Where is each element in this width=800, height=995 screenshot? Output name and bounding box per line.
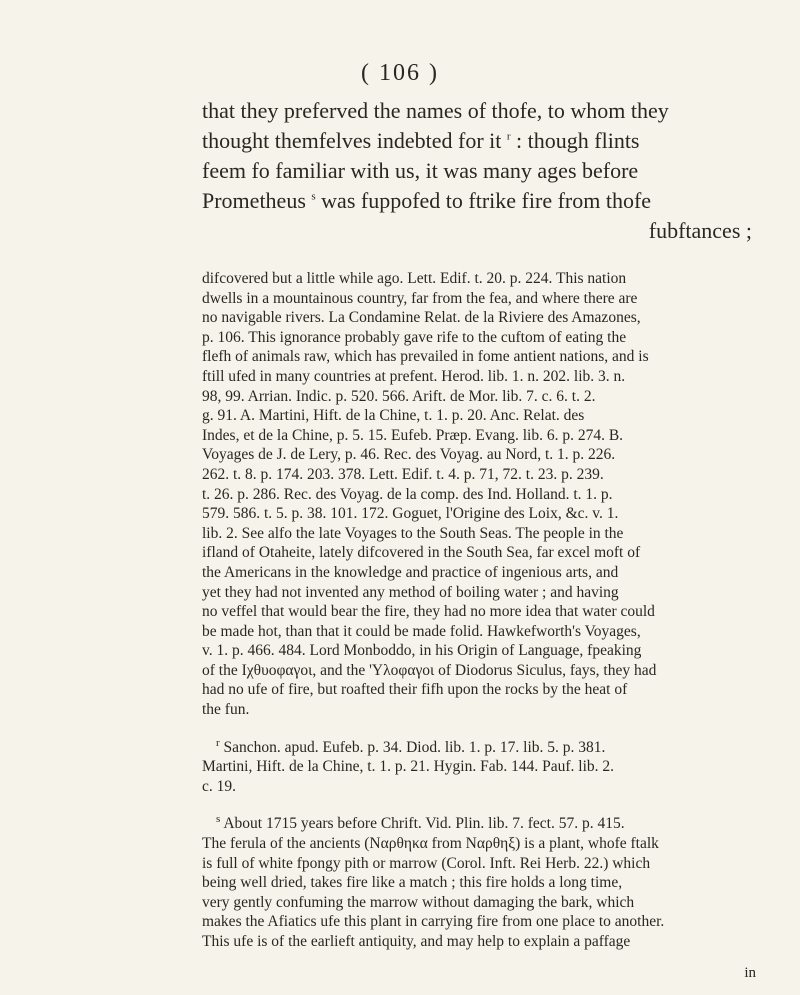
footnote-r-line-1 <box>202 738 758 758</box>
main-line-1: that they preferved the names of thofe, to whom they <box>202 98 669 123</box>
footnote-s-line: This ufe is of the earlieft antiquity, and may help to explain a paffage <box>202 933 631 950</box>
main-line-2-tail: : though flints <box>510 128 640 153</box>
note-line: no veffel that would bear the fire, they had no more idea that water could <box>202 603 655 621</box>
footnote-s-line: The ferula of the ancients (Ναρθηκα from Ναρθηξ) is a plant, whofe ftalk <box>202 835 659 853</box>
footnote-spacer <box>202 796 758 814</box>
note-line: 98, 99. Arrian. Indic. p. 520. 566. Arift. de Mor. lib. 7. c. 6. t. 2. <box>202 387 596 405</box>
footnote-s-line: very gently confuming the marrow without damaging the bark, which <box>202 893 635 911</box>
footnote-r-line: c. 19. <box>202 777 237 795</box>
footnote-ref-r: r <box>506 130 511 143</box>
main-line-5: fubftances ; <box>648 218 752 243</box>
note-line: g. 91. A. Martini, Hift. de la Chine, t. 1. p. 20. Anc. Relat. des <box>202 407 585 425</box>
main-line-4-text: Prometheus <box>202 188 306 213</box>
main-line-3: feem fo familiar with us, it was many ages before <box>202 158 639 183</box>
footnote-r-line: Martini, Hift. de la Chine, t. 1. p. 21. Hygin. Fab. 144. Pauf. lib. 2. <box>202 758 615 776</box>
note-line: the Americans in the knowledge and practice of ingenious arts, and <box>202 563 619 581</box>
footnote-s-line: is full of white fpongy pith or marrow (Corol. Inft. Rei Herb. 22.) which <box>202 854 651 872</box>
footnote-s-line-1 <box>202 814 758 834</box>
note-line: t. 26. p. 286. Rec. des Voyag. de la comp. des Ind. Holland. t. 1. p. <box>202 485 613 503</box>
note-line: 262. t. 8. p. 174. 203. 378. Lett. Edif. t. 4. p. 71, 72. t. 23. p. 239. <box>202 465 604 483</box>
page-number-header: ( 106 ) <box>361 60 439 86</box>
note-line: p. 106. This ignorance probably gave rife to the cuftom of eating the <box>202 328 627 346</box>
note-line: be made hot, than that it could be made folid. Hawkefworth's Voyages, <box>202 622 641 640</box>
footnote-ref-s: s <box>311 190 316 203</box>
note-line: the fun. <box>202 701 250 719</box>
note-line: lib. 2. See alfo the late Voyages to the South Seas. The people in the <box>202 524 624 542</box>
footnote-r-mark: r <box>216 737 220 749</box>
note-line: Indes, et de la Chine, p. 5. 15. Eufeb. Præp. Evang. lib. 6. p. 274. B. <box>202 426 624 444</box>
main-text-block <box>202 96 752 246</box>
catchword: in <box>744 965 756 981</box>
note-line: difcovered but a little while ago. Lett. Edif. t. 20. p. 224. This nation <box>202 270 627 287</box>
footnote-s-mark: s <box>216 814 221 826</box>
note-line: 579. 586. t. 5. p. 38. 101. 172. Goguet, l'Origine des Loix, &c. v. 1. <box>202 505 619 523</box>
note-line: ftill ufed in many countries at prefent. Herod. lib. 1. n. 202. lib. 3. n. <box>202 367 626 385</box>
note-line: no navigable rivers. La Condamine Relat. de la Riviere des Amazones, <box>202 309 641 327</box>
note-line: flefh of animals raw, which has prevailed in fome antient nations, and is <box>202 348 649 366</box>
note-line: dwells in a mountainous country, far from the fea, and where there are <box>202 289 638 307</box>
notes-block <box>202 269 758 952</box>
footnote-r-text: Sanchon. apud. Eufeb. p. 34. Diod. lib. 1. p. 17. lib. 5. p. 381. <box>223 738 606 756</box>
main-line-2-text: thought themfelves indebted for it <box>202 128 502 153</box>
note-line: yet they had not invented any method of boiling water ; and having <box>202 583 619 601</box>
note-line: had no ufe of fire, but roafted their fifh upon the rocks by the heat of <box>202 681 628 699</box>
main-line-4 <box>202 186 752 216</box>
footnote-s-text: About 1715 years before Chrift. Vid. Plin. lib. 7. fect. 57. p. 415. <box>223 815 625 833</box>
note-line: Voyages de J. de Lery, p. 46. Rec. des Voyag. au Nord, t. 1. p. 226. <box>202 446 616 464</box>
footnote-s-line: being well dried, takes fire like a match ; this fire holds a long time, <box>202 874 623 892</box>
note-line: v. 1. p. 466. 484. Lord Monboddo, in his Origin of Language, fpeaking <box>202 642 642 660</box>
note-line: of the Ιχθυοφαγοι, and the 'Υλοφαγοι of Diodorus Siculus, fays, they had <box>202 661 657 679</box>
main-line-4-tail: was fuppofed to ftrike fire from thofe <box>315 188 652 213</box>
note-line: ifland of Otaheite, lately difcovered in the South Sea, far excel moft of <box>202 544 641 562</box>
footnote-s-line: makes the Afiatics ufe this plant in carrying fire from one place to another. <box>202 913 665 931</box>
footnote-spacer <box>202 720 758 738</box>
main-line-2 <box>202 126 752 156</box>
